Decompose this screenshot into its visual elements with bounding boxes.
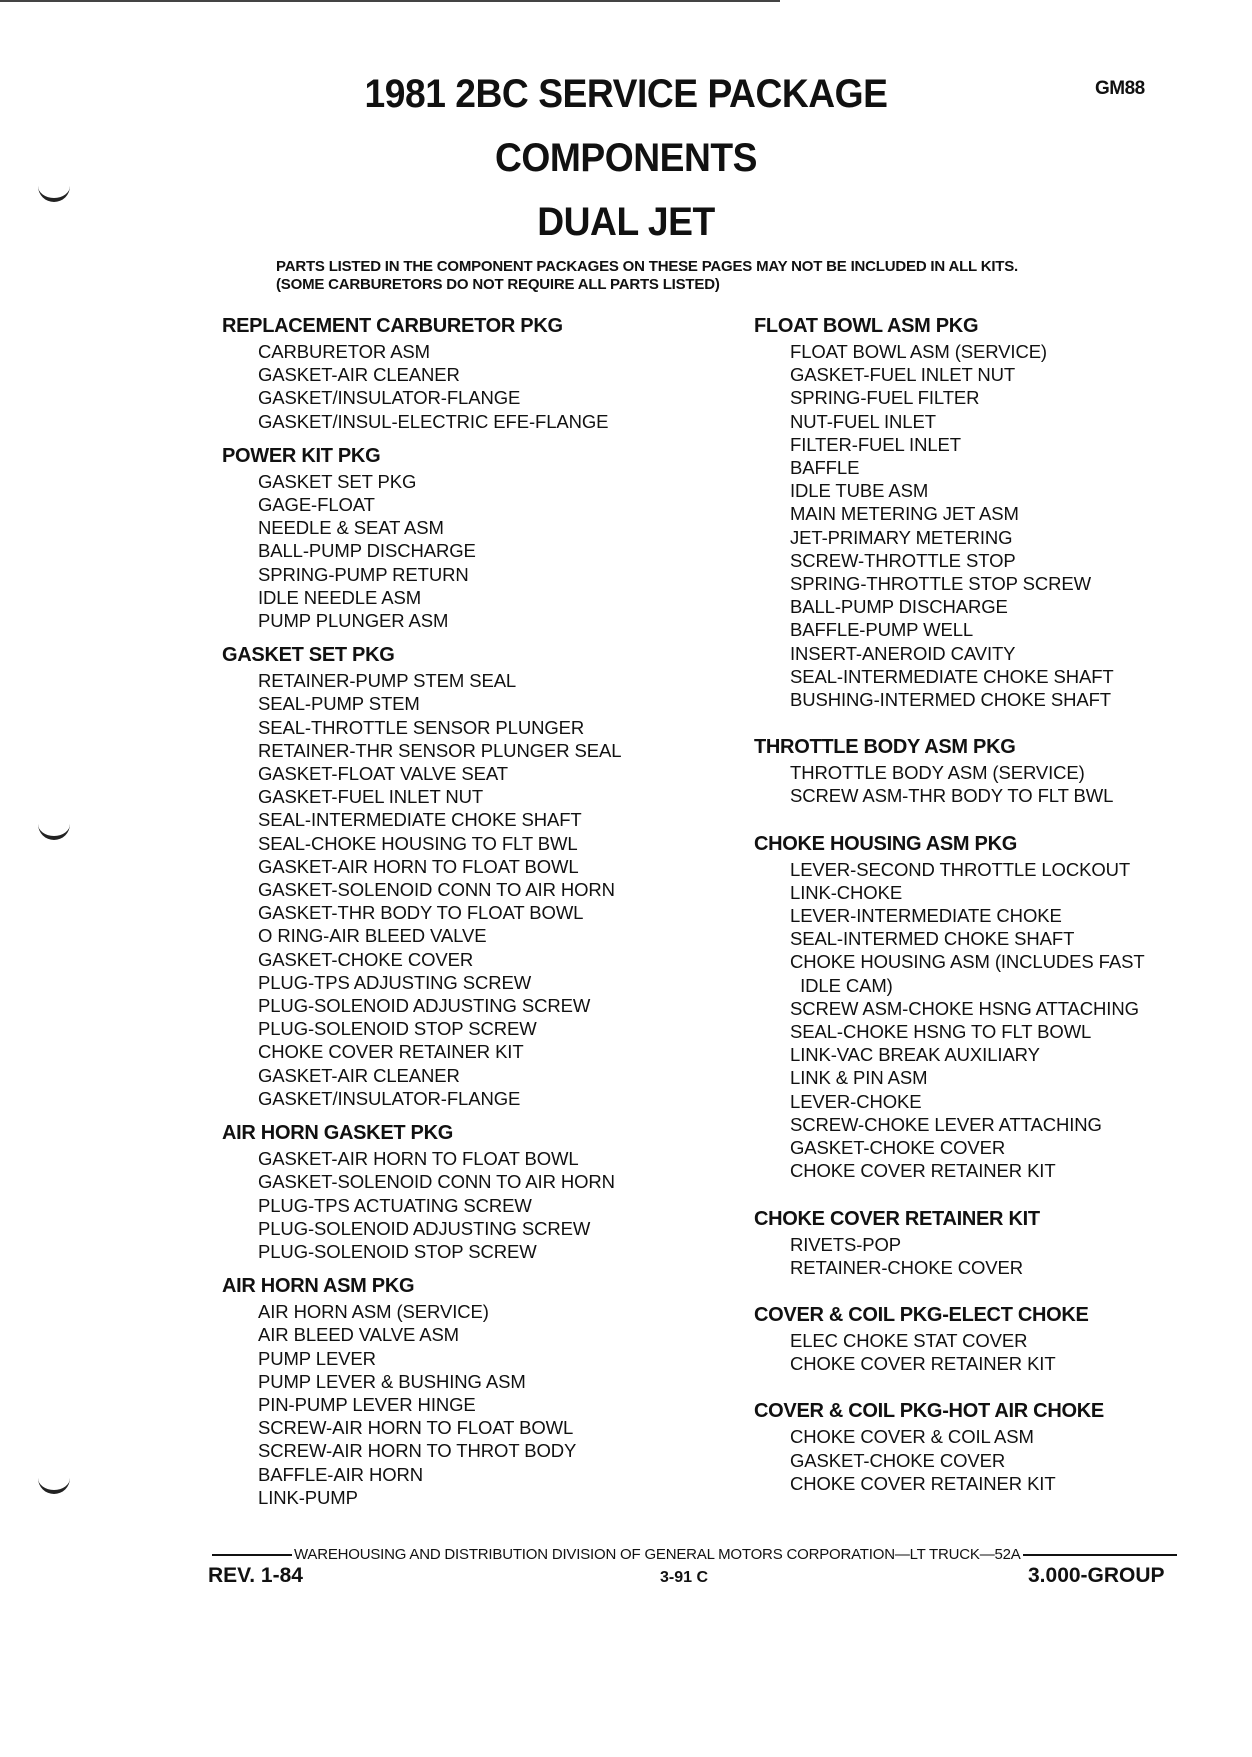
page-title: [0, 62, 1252, 254]
part-item: GASKET/INSULATOR-FLANGE: [258, 387, 521, 409]
part-item: GASKET-CHOKE COVER: [790, 1449, 1006, 1471]
package-section-float-bowl-asm-pkg: [754, 312, 1224, 711]
part-item: CHOKE COVER RETAINER KIT: [790, 1353, 1056, 1375]
part-item: PLUG-TPS ACTUATING SCREW: [258, 1194, 532, 1216]
part-item: SCREW ASM-CHOKE HSNG ATTACHING: [790, 997, 1139, 1019]
right-column: [754, 312, 1224, 1517]
part-item: FILTER-FUEL INLET: [790, 433, 961, 455]
title-line-1: 1981 2BC SERVICE PACKAGE: [364, 72, 888, 116]
package-title: COVER & COIL PKG-ELECT CHOKE: [754, 1303, 1089, 1326]
part-item: SEAL-INTERMEDIATE CHOKE SHAFT: [258, 809, 582, 831]
part-item: RIVETS-POP: [790, 1233, 902, 1255]
part-item: JET-PRIMARY METERING: [790, 526, 1013, 548]
part-item: PUMP LEVER & BUSHING ASM: [258, 1370, 526, 1392]
part-item: THROTTLE BODY ASM (SERVICE): [790, 762, 1085, 784]
part-item: GASKET-AIR HORN TO FLOAT BOWL: [258, 1148, 579, 1170]
package-parts-list: [222, 340, 682, 433]
notice-line-2: (SOME CARBURETORS DO NOT REQUIRE ALL PARTS LISTED): [276, 276, 720, 293]
part-item: SEAL-CHOKE HSNG TO FLT BOWL: [790, 1021, 1092, 1043]
binder-punch-mark: [38, 1474, 70, 1494]
part-item: GASKET-AIR CLEANER: [258, 1064, 460, 1086]
part-item: PUMP PLUNGER ASM: [258, 610, 449, 632]
part-item: SCREW ASM-THR BODY TO FLT BWL: [790, 785, 1114, 807]
package-parts-list: [222, 1300, 682, 1509]
package-title: AIR HORN ASM PKG: [222, 1275, 415, 1298]
footer-rule: [1023, 1554, 1177, 1556]
part-item: CHOKE COVER RETAINER KIT: [790, 1160, 1056, 1182]
package-section-choke-cover-retainer-kit: [754, 1205, 1224, 1279]
part-item: ELEC CHOKE STAT COVER: [790, 1329, 1028, 1351]
footer-division-text: WAREHOUSING AND DISTRIBUTION DIVISION OF GENERAL MOTORS CORPORATION—LT TRUCK—52A: [294, 1546, 1021, 1563]
part-item: CHOKE COVER RETAINER KIT: [790, 1472, 1056, 1494]
part-item: RETAINER-CHOKE COVER: [790, 1256, 1024, 1278]
part-item: LINK-CHOKE: [790, 881, 903, 903]
part-item: PLUG-SOLENOID STOP SCREW: [258, 1018, 537, 1040]
part-item: O RING-AIR BLEED VALVE: [258, 925, 487, 947]
part-item: GASKET-SOLENOID CONN TO AIR HORN: [258, 1171, 615, 1193]
part-item: INSERT-ANEROID CAVITY: [790, 642, 1016, 664]
page-reference: 3-91 C: [660, 1569, 709, 1586]
part-item: IDLE CAM): [790, 974, 893, 996]
part-item: SEAL-INTERMEDIATE CHOKE SHAFT: [790, 665, 1114, 687]
part-item: GASKET-AIR CLEANER: [258, 364, 460, 386]
package-title: REPLACEMENT CARBURETOR PKG: [222, 315, 563, 337]
part-item: SCREW-THROTTLE STOP: [790, 549, 1016, 571]
part-item: AIR HORN ASM (SERVICE): [258, 1301, 489, 1323]
part-item: IDLE NEEDLE ASM: [258, 586, 422, 608]
part-item: GASKET/INSULATOR-FLANGE: [258, 1087, 521, 1109]
part-item: GASKET SET PKG: [258, 470, 417, 492]
package-section-power-kit-pkg: [222, 442, 682, 632]
part-item: LEVER-SECOND THROTTLE LOCKOUT: [790, 858, 1131, 880]
package-section-replacement-carburetor-pkg: [222, 312, 682, 433]
package-section-cover-coil-pkg-elect-choke: [754, 1301, 1224, 1375]
title-line-2: COMPONENTS: [495, 136, 757, 180]
part-item: PUMP LEVER: [258, 1347, 376, 1369]
package-title: THROTTLE BODY ASM PKG: [754, 736, 1016, 759]
part-item: GASKET-AIR HORN TO FLOAT BOWL: [258, 855, 579, 877]
part-item: BAFFLE-AIR HORN: [258, 1463, 424, 1485]
part-item: BAFFLE-PUMP WELL: [790, 619, 974, 641]
part-item: GASKET-CHOKE COVER: [258, 948, 474, 970]
package-parts-list: [754, 1233, 1224, 1279]
part-item: PIN-PUMP LEVER HINGE: [258, 1393, 476, 1415]
part-item: RETAINER-PUMP STEM SEAL: [258, 670, 517, 692]
part-item: SEAL-CHOKE HOUSING TO FLT BWL: [258, 832, 578, 854]
part-item: CHOKE HOUSING ASM (INCLUDES FAST: [790, 951, 1145, 973]
part-item: PLUG-SOLENOID ADJUSTING SCREW: [258, 995, 591, 1017]
package-title: GASKET SET PKG: [222, 644, 395, 667]
footer-rule: [212, 1554, 292, 1556]
package-title: POWER KIT PKG: [222, 444, 381, 467]
part-item: RETAINER-THR SENSOR PLUNGER SEAL: [258, 739, 622, 761]
part-item: LINK-VAC BREAK AUXILIARY: [790, 1044, 1040, 1066]
part-item: GASKET-THR BODY TO FLOAT BOWL: [258, 902, 584, 924]
package-title: COVER & COIL PKG-HOT AIR CHOKE: [754, 1400, 1104, 1423]
part-item: SEAL-INTERMED CHOKE SHAFT: [790, 928, 1075, 950]
revision-label: REV. 1-84: [208, 1564, 303, 1587]
package-section-choke-housing-asm-pkg: [754, 830, 1224, 1183]
part-item: GASKET/INSUL-ELECTRIC EFE-FLANGE: [258, 410, 609, 432]
package-section-air-horn-gasket-pkg: [222, 1119, 682, 1263]
left-column: [222, 312, 682, 1518]
part-item: GASKET-FLOAT VALVE SEAT: [258, 763, 508, 785]
part-item: GASKET-SOLENOID CONN TO AIR HORN: [258, 879, 615, 901]
part-item: IDLE TUBE ASM: [790, 480, 929, 502]
part-item: SCREW-CHOKE LEVER ATTACHING: [790, 1113, 1102, 1135]
part-item: GASKET-FUEL INLET NUT: [790, 364, 1016, 386]
part-item: FLOAT BOWL ASM (SERVICE): [790, 341, 1047, 362]
part-item: SPRING-PUMP RETURN: [258, 563, 469, 585]
page-top-edge: [0, 0, 780, 2]
part-item: AIR BLEED VALVE ASM: [258, 1324, 459, 1346]
package-section-cover-coil-pkg-hot-air-choke: [754, 1397, 1224, 1495]
package-title: FLOAT BOWL ASM PKG: [754, 315, 979, 337]
part-item: SCREW-AIR HORN TO FLOAT BOWL: [258, 1417, 574, 1439]
part-item: GASKET-CHOKE COVER: [790, 1137, 1006, 1159]
part-item: PLUG-TPS ADJUSTING SCREW: [258, 971, 532, 993]
part-item: SCREW-AIR HORN TO THROT BODY: [258, 1440, 577, 1462]
package-section-throttle-body-asm-pkg: [754, 733, 1224, 807]
title-line-3: DUAL JET: [537, 200, 715, 244]
package-parts-list: [222, 669, 682, 1110]
part-item: LEVER-INTERMEDIATE CHOKE: [790, 905, 1062, 927]
part-item: BUSHING-INTERMED CHOKE SHAFT: [790, 689, 1111, 711]
part-item: LEVER-CHOKE: [790, 1090, 922, 1112]
part-item: GASKET-FUEL INLET NUT: [258, 786, 484, 808]
part-item: BAFFLE: [790, 457, 860, 479]
part-item: LINK-PUMP: [258, 1486, 358, 1508]
part-item: SPRING-FUEL FILTER: [790, 387, 980, 409]
package-parts-list: [754, 340, 1224, 711]
part-item: SEAL-THROTTLE SENSOR PLUNGER: [258, 716, 585, 738]
package-parts-list: [222, 1147, 682, 1263]
part-item: SEAL-PUMP STEM: [258, 693, 420, 715]
package-parts-list: [754, 761, 1224, 807]
group-number: 3.000-GROUP: [1028, 1564, 1165, 1587]
footer-division-line: [212, 1546, 1177, 1563]
package-parts-list: [754, 1329, 1224, 1375]
part-item: NUT-FUEL INLET: [790, 410, 936, 432]
package-section-gasket-set-pkg: [222, 641, 682, 1110]
notice-line-1: PARTS LISTED IN THE COMPONENT PACKAGES ON THESE PAGES MAY NOT BE INCLUDED IN ALL KITS.: [276, 258, 1019, 275]
part-item: BALL-PUMP DISCHARGE: [790, 596, 1008, 618]
parts-notice: [276, 258, 1156, 294]
part-item: CARBURETOR ASM: [258, 341, 430, 362]
package-section-air-horn-asm-pkg: [222, 1272, 682, 1509]
part-item: CHOKE COVER & COIL ASM: [790, 1426, 1034, 1448]
package-parts-list: [222, 470, 682, 632]
part-item: LINK & PIN ASM: [790, 1067, 928, 1089]
part-item: PLUG-SOLENOID STOP SCREW: [258, 1240, 537, 1262]
binder-punch-mark: [38, 820, 70, 840]
package-parts-list: [754, 858, 1224, 1183]
part-item: NEEDLE & SEAT ASM: [258, 517, 444, 539]
part-item: PLUG-SOLENOID ADJUSTING SCREW: [258, 1217, 591, 1239]
part-item: CHOKE COVER RETAINER KIT: [258, 1041, 524, 1063]
package-title: CHOKE HOUSING ASM PKG: [754, 832, 1017, 855]
package-title: CHOKE COVER RETAINER KIT: [754, 1207, 1040, 1230]
part-item: SPRING-THROTTLE STOP SCREW: [790, 573, 1091, 595]
package-parts-list: [754, 1425, 1224, 1495]
part-item: BALL-PUMP DISCHARGE: [258, 540, 476, 562]
part-item: GAGE-FLOAT: [258, 494, 375, 516]
document-code: GM88: [1095, 78, 1145, 99]
package-title: AIR HORN GASKET PKG: [222, 1122, 453, 1145]
part-item: MAIN METERING JET ASM: [790, 503, 1019, 525]
